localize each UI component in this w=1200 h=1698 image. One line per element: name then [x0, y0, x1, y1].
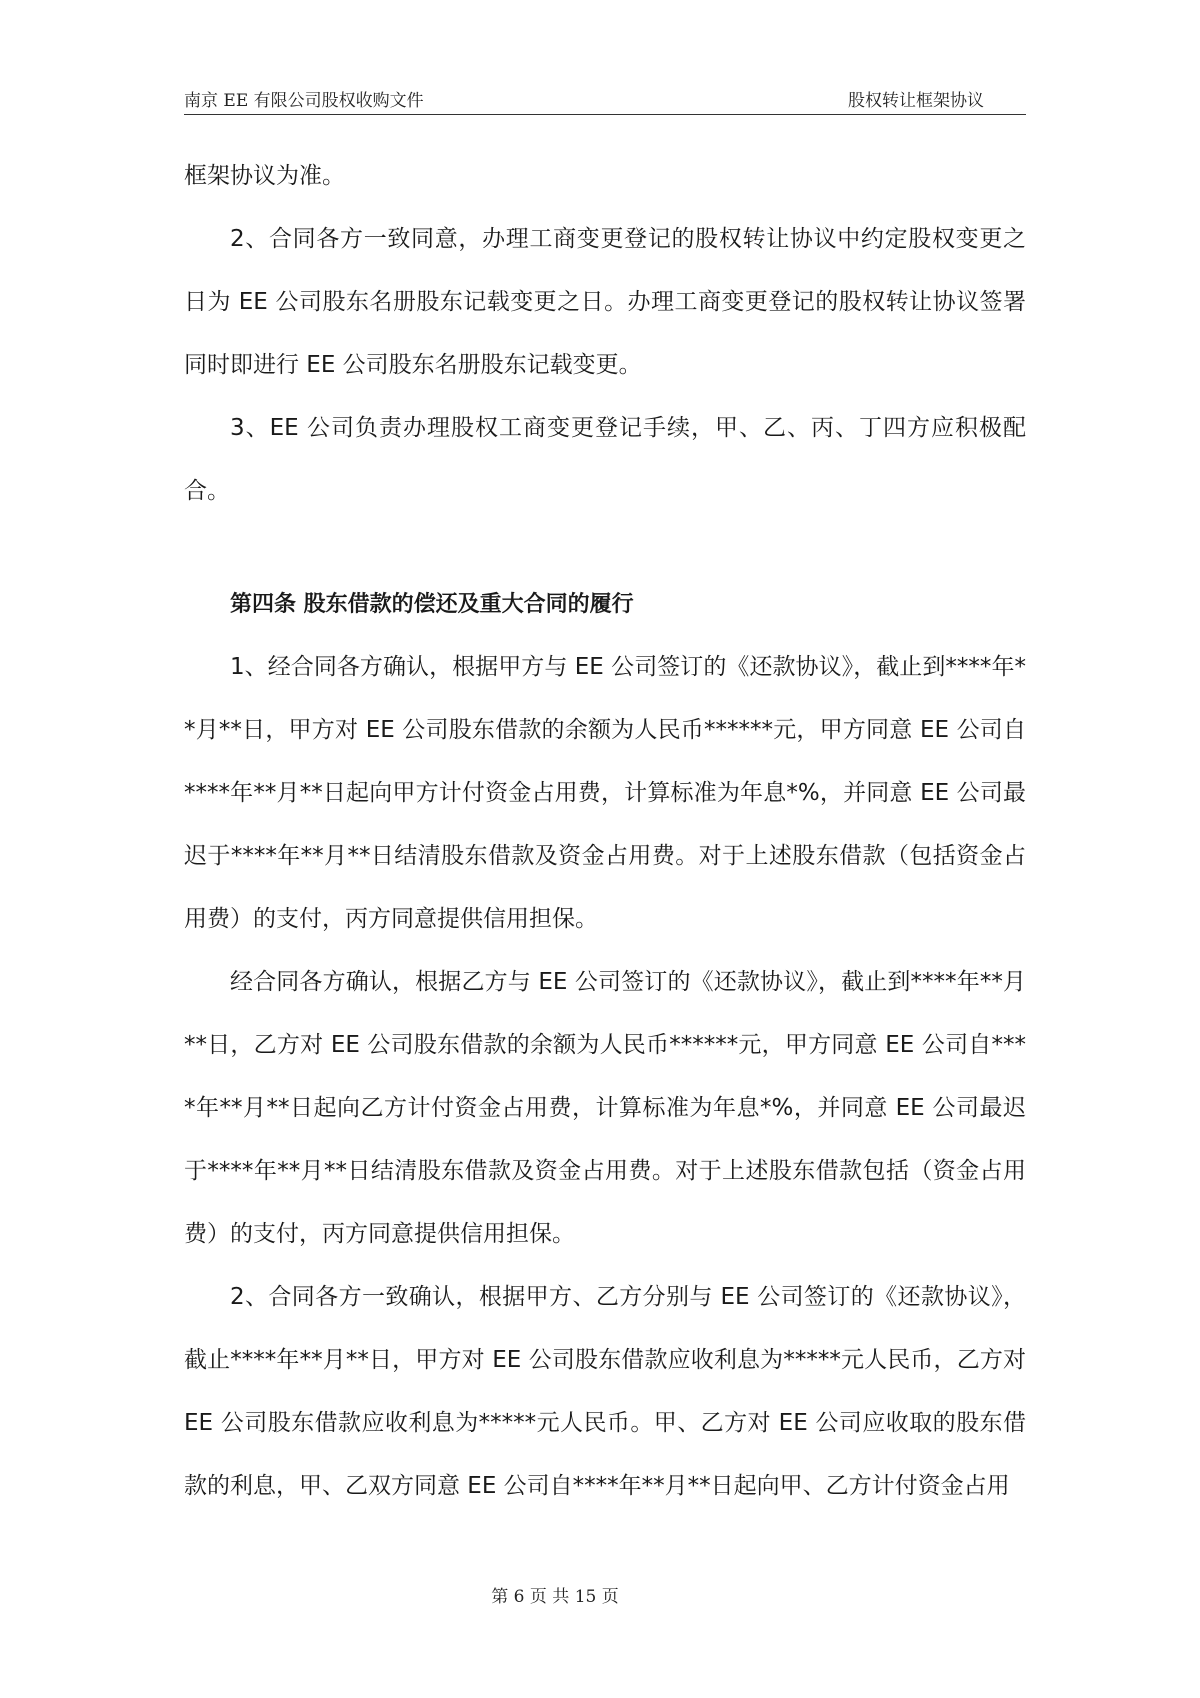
paragraph-article4-clause-2: 2、合同各方一致确认，根据甲方、乙方分别与 EE 公司签订的《还款协议》，截止****年**月**日，甲方对 EE 公司股东借款应收利息为*****元人民币，乙方对 EE 公司股东借款应收利息为*****元人民币。甲、乙方对 EE 公司应收取的股东借款的利息，甲、乙双方同意 EE 公司自****年**月**日起向甲、乙方计付资金占用	[184, 1284, 1026, 1499]
page-number: 第 6 页 共 15 页	[491, 1587, 619, 1607]
header-company-title: 南京 EE 有限公司股权收购文件	[184, 91, 424, 111]
paragraph-clause-3: 3、EE 公司负责办理股权工商变更登记手续，甲、乙、丙、丁四方应积极配合。	[184, 415, 1026, 504]
paragraph-clause-2: 2、合同各方一致同意，办理工商变更登记的股权转让协议中约定股权变更之日为 EE 公司股东名册股东记载变更之日。办理工商变更登记的股权转让协议签署同时即进行 EE 公司股东名册股东记载变更。	[184, 226, 1026, 378]
header-document-title: 股权转让框架协议	[848, 91, 984, 111]
paragraph-continuation: 框架协议为准。	[184, 163, 345, 189]
page-header	[184, 84, 1026, 115]
section-heading: 第四条 股东借款的偿还及重大合同的履行	[230, 592, 634, 617]
section-spacer	[184, 523, 1026, 573]
paragraph-article4-clause-1: 1、经合同各方确认，根据甲方与 EE 公司签订的《还款协议》，截止到****年**月**日，甲方对 EE 公司股东借款的余额为人民币******元，甲方同意 EE 公司自****年**月**日起向甲方计付资金占用费，计算标准为年息*%，并同意 EE 公司最迟于****年**月**日结清股东借款及资金占用费。对于上述股东借款（包括资金占用费）的支付，丙方同意提供信用担保。	[184, 654, 1026, 932]
document-body	[184, 145, 1026, 1518]
paragraph-article4-clause-1-party-b: 经合同各方确认，根据乙方与 EE 公司签订的《还款协议》，截止到****年**月**日，乙方对 EE 公司股东借款的余额为人民币******元，甲方同意 EE 公司自****年**月**日起向乙方计付资金占用费，计算标准为年息*%，并同意 EE 公司最迟于****年**月**日结清股东借款及资金占用费。对于上述股东借款包括（资金占用费）的支付，丙方同意提供信用担保。	[184, 969, 1026, 1247]
